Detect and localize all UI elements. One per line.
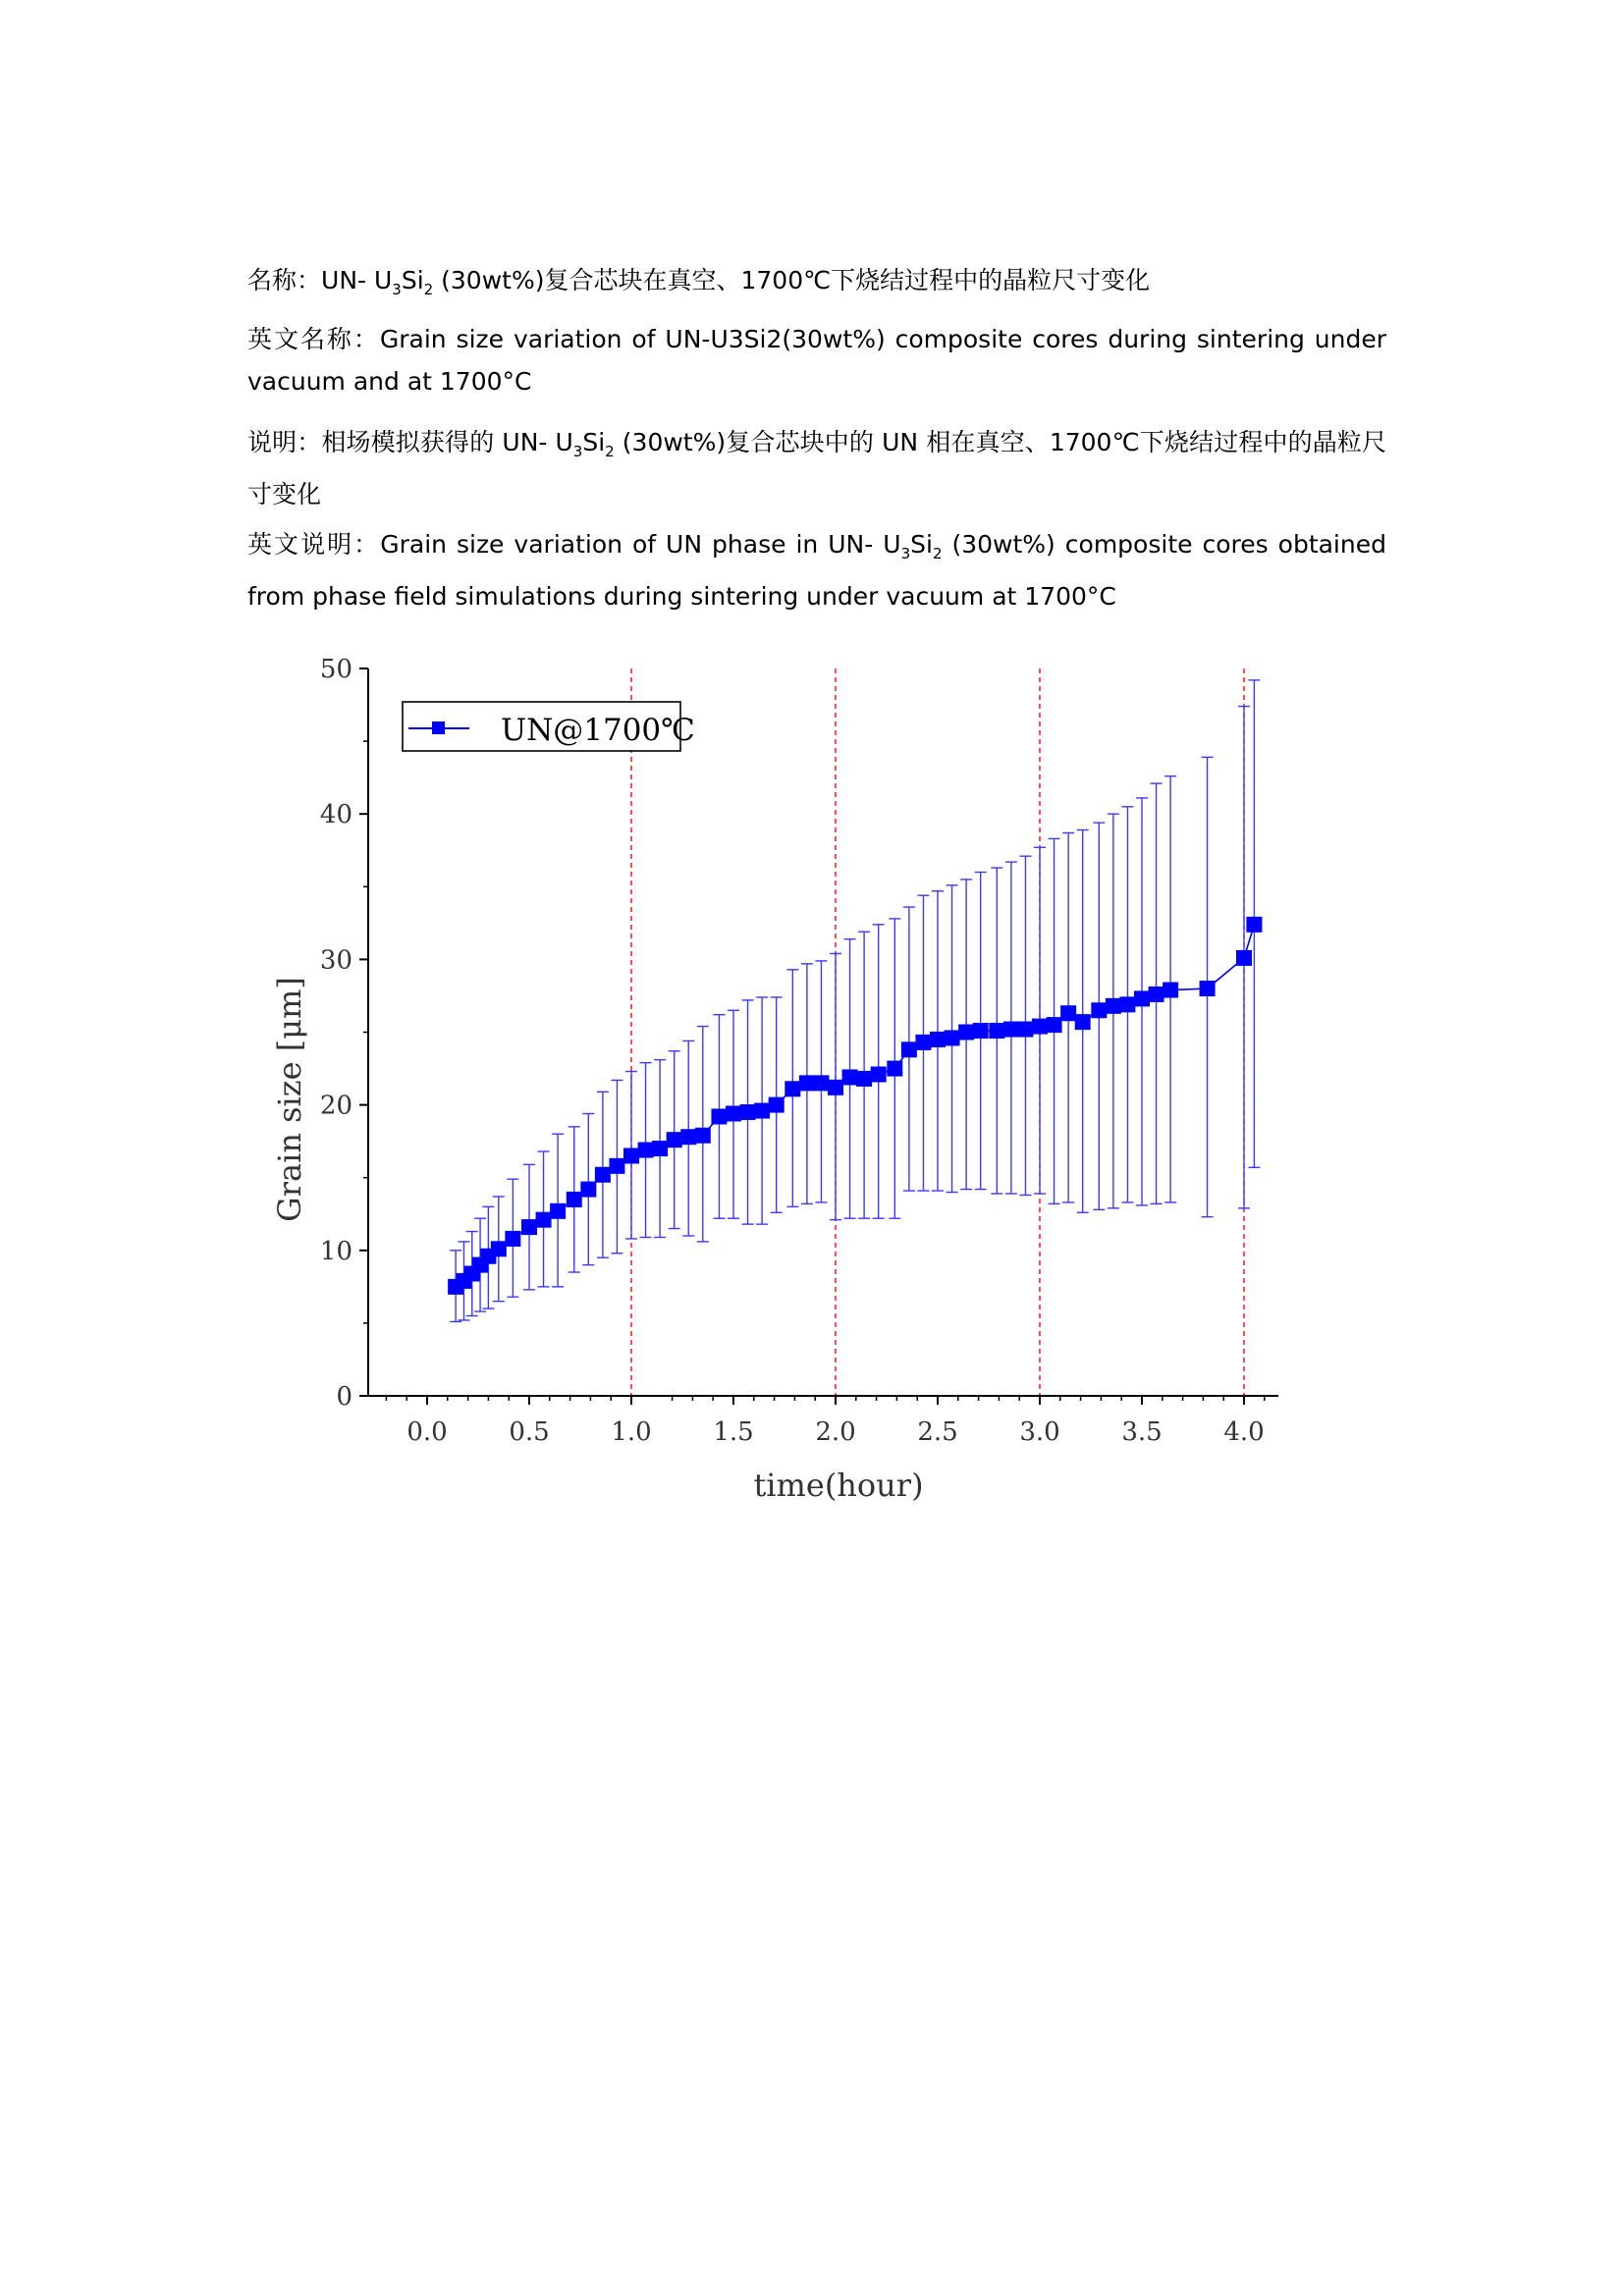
en-desc-prefix: Grain size variation of UN phase in UN- U (380, 530, 901, 559)
data-point (491, 1241, 507, 1256)
data-point (695, 1128, 711, 1144)
name-suffix: (30wt%)复合芯块在真空、1700℃下烧结过程中的晶粒尺寸变化 (433, 266, 1151, 294)
data-point (754, 1103, 770, 1119)
y-tick-label: 20 (319, 1091, 352, 1121)
data-point (1075, 1014, 1091, 1030)
data-point (828, 1080, 843, 1095)
data-point (1032, 1019, 1048, 1035)
en-desc-sub1: 3 (900, 545, 911, 562)
data-point (1003, 1022, 1019, 1038)
legend-marker (432, 721, 445, 734)
title-zh-line (247, 259, 1386, 311)
data-point (505, 1231, 520, 1247)
data-point (842, 1069, 858, 1085)
data-point (667, 1132, 682, 1148)
en-name-text: Grain size variation of UN-U3Si2(30wt%) composite cores during sintering under vacuum and at 1700°C (247, 325, 1386, 396)
data-markers (448, 917, 1262, 1295)
data-point (1134, 990, 1150, 1006)
data-point (726, 1105, 741, 1121)
data-point (871, 1066, 887, 1082)
desc-sub2: 2 (605, 443, 615, 460)
data-point (580, 1182, 596, 1198)
x-axis-label: time(hour) (753, 1467, 924, 1504)
data-point (813, 1075, 829, 1091)
name-prefix: UN- U (321, 266, 393, 294)
data-point (930, 1032, 946, 1047)
legend-label: UN@1700℃ (501, 713, 695, 748)
en-desc-mid: Si (910, 530, 933, 559)
data-point (638, 1143, 654, 1158)
en-desc-suffix: (30wt%) composite cores obtained from phase field simulations during sintering under vacuum at 1700°C (247, 530, 1386, 611)
name-mid: Si (401, 266, 424, 294)
series-line (456, 925, 1254, 1287)
data-point (989, 1023, 1004, 1039)
y-tick-label: 50 (319, 655, 352, 684)
y-tick-label: 10 (319, 1236, 352, 1266)
data-point (740, 1104, 756, 1120)
data-point (567, 1192, 582, 1207)
data-point (1236, 950, 1252, 966)
data-point (887, 1061, 902, 1077)
data-point (785, 1081, 800, 1096)
data-point (1163, 983, 1178, 998)
data-point (1119, 996, 1135, 1012)
desc-mid: Si (582, 428, 606, 456)
en-name-label: 英文名称： (247, 325, 380, 353)
y-tick-label: 30 (319, 945, 352, 976)
data-point (856, 1071, 872, 1087)
data-point (915, 1035, 931, 1050)
data-point (711, 1108, 727, 1124)
axes (320, 655, 1278, 1447)
series-polyline (456, 925, 1254, 1287)
legend (403, 702, 695, 751)
desc-prefix: 相场模拟获得的 UN- U (321, 428, 573, 456)
data-point (901, 1041, 917, 1057)
data-point (1200, 981, 1216, 996)
grain-size-chart (257, 643, 1298, 1522)
x-tick-label: 2.0 (815, 1417, 856, 1447)
en-desc-label: 英文说明： (247, 530, 381, 559)
data-point (652, 1141, 668, 1156)
data-point (595, 1167, 611, 1183)
name-label: 名称： (247, 266, 322, 294)
name-sub1: 3 (392, 281, 402, 298)
x-tick-label: 3.5 (1121, 1417, 1163, 1447)
data-point (609, 1158, 624, 1174)
data-point (1017, 1022, 1033, 1038)
data-point (945, 1030, 960, 1045)
y-tick-label: 0 (336, 1382, 352, 1412)
title-en-paragraph (247, 318, 1386, 402)
en-desc-sub2: 2 (932, 545, 943, 562)
data-point (973, 1023, 989, 1039)
data-point (958, 1025, 974, 1041)
x-tick-label: 0.5 (509, 1417, 550, 1447)
description-zh-paragraph (247, 421, 1386, 515)
y-tick-label: 40 (319, 800, 352, 830)
data-point (536, 1212, 552, 1228)
data-point (623, 1148, 639, 1163)
desc-suffix: (30wt%)复合芯块中的 UN 相在真空、1700℃下烧结过程中的晶粒尺寸变化 (247, 428, 1386, 508)
data-point (521, 1219, 537, 1235)
data-point (769, 1097, 785, 1113)
y-axis-label: Grain size [μm] (271, 977, 308, 1222)
x-tick-label: 1.0 (611, 1417, 652, 1447)
x-tick-label: 3.0 (1019, 1417, 1060, 1447)
data-point (1246, 917, 1262, 933)
data-point (550, 1203, 566, 1219)
data-point (680, 1129, 696, 1145)
desc-label: 说明： (247, 428, 322, 456)
data-point (1091, 1002, 1107, 1018)
x-tick-label: 4.0 (1223, 1417, 1265, 1447)
data-point (1106, 998, 1121, 1014)
x-tick-label: 1.5 (713, 1417, 754, 1447)
desc-sub1: 3 (572, 443, 583, 460)
description-en-paragraph (247, 523, 1386, 617)
x-tick-label: 0.0 (406, 1417, 448, 1447)
data-point (1149, 987, 1164, 1002)
data-point (1060, 1005, 1076, 1021)
data-point (1047, 1017, 1062, 1033)
name-sub2: 2 (423, 281, 434, 298)
data-point (799, 1075, 815, 1091)
x-tick-label: 2.5 (917, 1417, 958, 1447)
